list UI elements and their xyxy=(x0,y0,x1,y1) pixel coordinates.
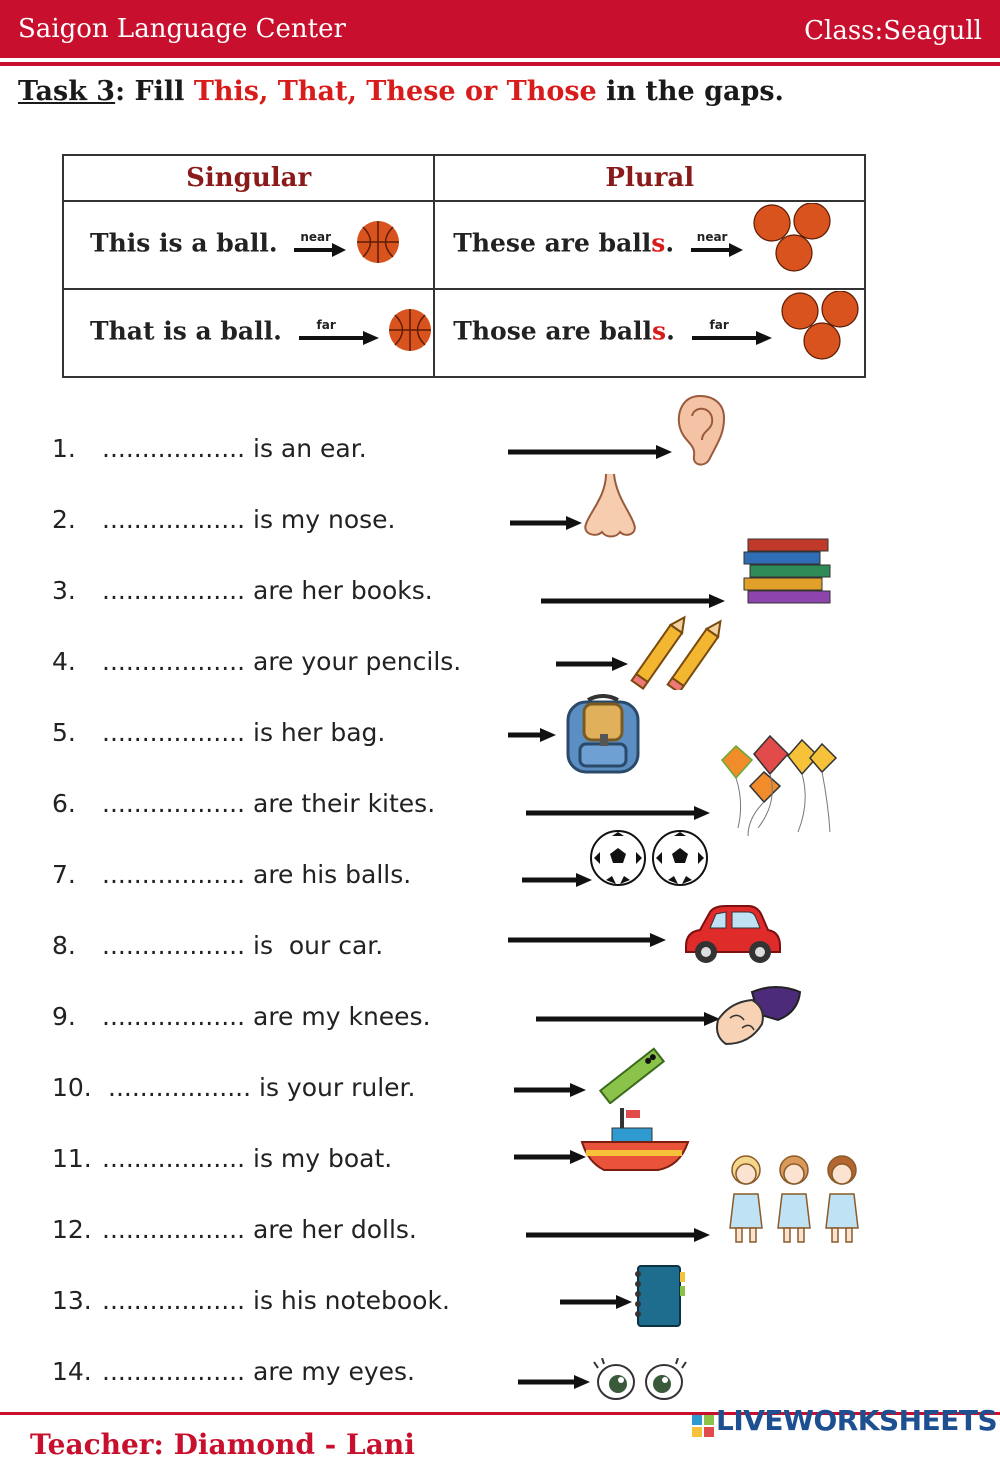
arrow-icon xyxy=(541,593,725,609)
arrow-icon xyxy=(518,1374,590,1390)
answer-gap[interactable]: .................. xyxy=(102,1002,246,1031)
books-icon xyxy=(742,535,832,613)
answer-gap[interactable]: .................. xyxy=(102,1144,246,1173)
question-text: is your ruler. xyxy=(259,1073,416,1102)
col-singular: Singular xyxy=(63,155,434,201)
answer-gap[interactable]: .................. xyxy=(102,1286,246,1315)
cell-singular-near xyxy=(63,201,434,289)
question-text: are his balls. xyxy=(253,860,412,889)
question-text: are my knees. xyxy=(253,1002,431,1031)
question-text: is our car. xyxy=(253,931,384,960)
question-number: 9. xyxy=(52,1002,76,1031)
teacher-name: Teacher: Diamond - Lani xyxy=(30,1428,415,1461)
answer-gap[interactable]: .................. xyxy=(102,647,246,676)
question-12 xyxy=(52,1215,417,1244)
basketballs-icon xyxy=(752,209,836,281)
task-prefix: : Fill xyxy=(115,76,194,107)
near-arrow-icon xyxy=(691,230,743,260)
task-words: This, That, These or Those xyxy=(193,76,597,107)
question-9 xyxy=(52,1002,431,1031)
arrow-icon xyxy=(556,656,628,672)
those-text: Those are ball xyxy=(453,316,653,346)
question-text: are my eyes. xyxy=(253,1357,415,1386)
arrow-icon xyxy=(526,805,710,821)
sentence-these xyxy=(453,229,674,258)
nose-icon xyxy=(580,472,640,540)
question-7 xyxy=(52,860,411,889)
answer-gap[interactable]: .................. xyxy=(102,931,246,960)
header-bar xyxy=(0,0,1000,58)
question-text: is my nose. xyxy=(253,505,396,534)
near-label: near xyxy=(696,230,728,244)
task-suffix: in the gaps. xyxy=(596,76,784,107)
question-number: 10. xyxy=(52,1073,92,1102)
answer-gap[interactable]: .................. xyxy=(102,1357,246,1386)
these-period: . xyxy=(665,228,675,258)
answer-gap[interactable]: .................. xyxy=(102,434,246,463)
question-1 xyxy=(52,434,367,463)
question-2 xyxy=(52,505,396,534)
plural-s: s xyxy=(651,228,666,258)
answer-gap[interactable]: .................. xyxy=(102,576,246,605)
question-3 xyxy=(52,576,433,605)
sentence-that: That is a ball. xyxy=(90,316,282,346)
answer-gap[interactable]: .................. xyxy=(102,789,246,818)
near-arrow-icon xyxy=(294,230,346,260)
answer-gap[interactable]: .................. xyxy=(108,1073,252,1102)
answer-gap[interactable]: .................. xyxy=(102,860,246,889)
question-8 xyxy=(52,931,383,960)
question-4 xyxy=(52,647,461,676)
answer-gap[interactable]: .................. xyxy=(102,1215,246,1244)
question-11 xyxy=(52,1144,392,1173)
cell-plural-near xyxy=(434,201,865,289)
far-label: far xyxy=(316,318,336,332)
arrow-icon xyxy=(522,872,592,888)
these-text: These are ball xyxy=(453,228,652,258)
arrow-icon xyxy=(508,932,666,948)
question-number: 1. xyxy=(52,434,76,463)
question-number: 4. xyxy=(52,647,76,676)
cell-singular-far xyxy=(63,289,434,377)
basketball-icon xyxy=(355,219,401,271)
arrow-icon xyxy=(560,1294,632,1310)
question-number: 7. xyxy=(52,860,76,889)
far-label: far xyxy=(709,318,729,332)
knees-icon xyxy=(712,984,802,1054)
question-text: are her books. xyxy=(253,576,433,605)
arrow-icon xyxy=(508,444,672,460)
notebook-icon xyxy=(630,1262,686,1330)
pencils-icon xyxy=(630,614,726,690)
grammar-table xyxy=(62,154,866,378)
boat-icon xyxy=(580,1106,690,1176)
basketballs-icon xyxy=(780,297,864,369)
kites-icon xyxy=(718,732,840,838)
question-text: is her bag. xyxy=(253,718,386,747)
answer-gap[interactable]: .................. xyxy=(102,718,246,747)
question-text: are her dolls. xyxy=(253,1215,417,1244)
logo-text: LIVEWORKSHEETS xyxy=(716,1404,998,1437)
far-arrow-icon xyxy=(299,318,379,348)
backpack-icon xyxy=(560,694,646,774)
question-number: 2. xyxy=(52,505,76,534)
question-text: are your pencils. xyxy=(253,647,462,676)
task-instruction xyxy=(18,76,784,107)
far-arrow-icon xyxy=(692,318,772,348)
question-text: is an ear. xyxy=(253,434,367,463)
question-number: 5. xyxy=(52,718,76,747)
ruler-icon xyxy=(596,1046,668,1104)
arrow-icon xyxy=(510,515,582,531)
question-text: is his notebook. xyxy=(253,1286,450,1315)
plural-s: s xyxy=(652,316,667,346)
school-name: Saigon Language Center xyxy=(18,14,346,44)
sentence-those xyxy=(453,317,675,346)
logo-mark-icon xyxy=(692,1411,714,1433)
cell-plural-far xyxy=(434,289,865,377)
question-number: 13. xyxy=(52,1286,92,1315)
dolls-icon xyxy=(722,1150,866,1246)
question-5 xyxy=(52,718,385,747)
soccer-balls-icon xyxy=(588,828,710,888)
arrow-icon xyxy=(526,1227,710,1243)
question-13 xyxy=(52,1286,450,1315)
task-label: Task 3 xyxy=(18,76,116,107)
question-10 xyxy=(52,1073,415,1102)
question-number: 11. xyxy=(52,1144,92,1173)
question-number: 3. xyxy=(52,576,76,605)
question-text: are their kites. xyxy=(253,789,436,818)
basketball-icon xyxy=(387,307,433,359)
question-number: 12. xyxy=(52,1215,92,1244)
near-label: near xyxy=(300,230,332,244)
arrow-icon xyxy=(514,1082,586,1098)
eyes-icon xyxy=(592,1358,688,1402)
question-14 xyxy=(52,1357,415,1386)
question-6 xyxy=(52,789,435,818)
answer-gap[interactable]: .................. xyxy=(102,505,246,534)
arrow-icon xyxy=(514,1149,586,1165)
ear-icon xyxy=(674,394,726,468)
col-plural: Plural xyxy=(434,155,865,201)
question-number: 14. xyxy=(52,1357,92,1386)
question-number: 8. xyxy=(52,931,76,960)
question-text: is my boat. xyxy=(253,1144,393,1173)
those-period: . xyxy=(666,316,675,346)
arrow-icon xyxy=(508,727,556,743)
class-name: Class:Seagull xyxy=(804,16,982,46)
sentence-this: This is a ball. xyxy=(90,228,278,258)
arrow-icon xyxy=(536,1011,720,1027)
question-number: 6. xyxy=(52,789,76,818)
car-icon xyxy=(682,904,782,966)
liveworksheets-logo[interactable] xyxy=(692,1404,997,1437)
header-divider xyxy=(0,62,1000,66)
